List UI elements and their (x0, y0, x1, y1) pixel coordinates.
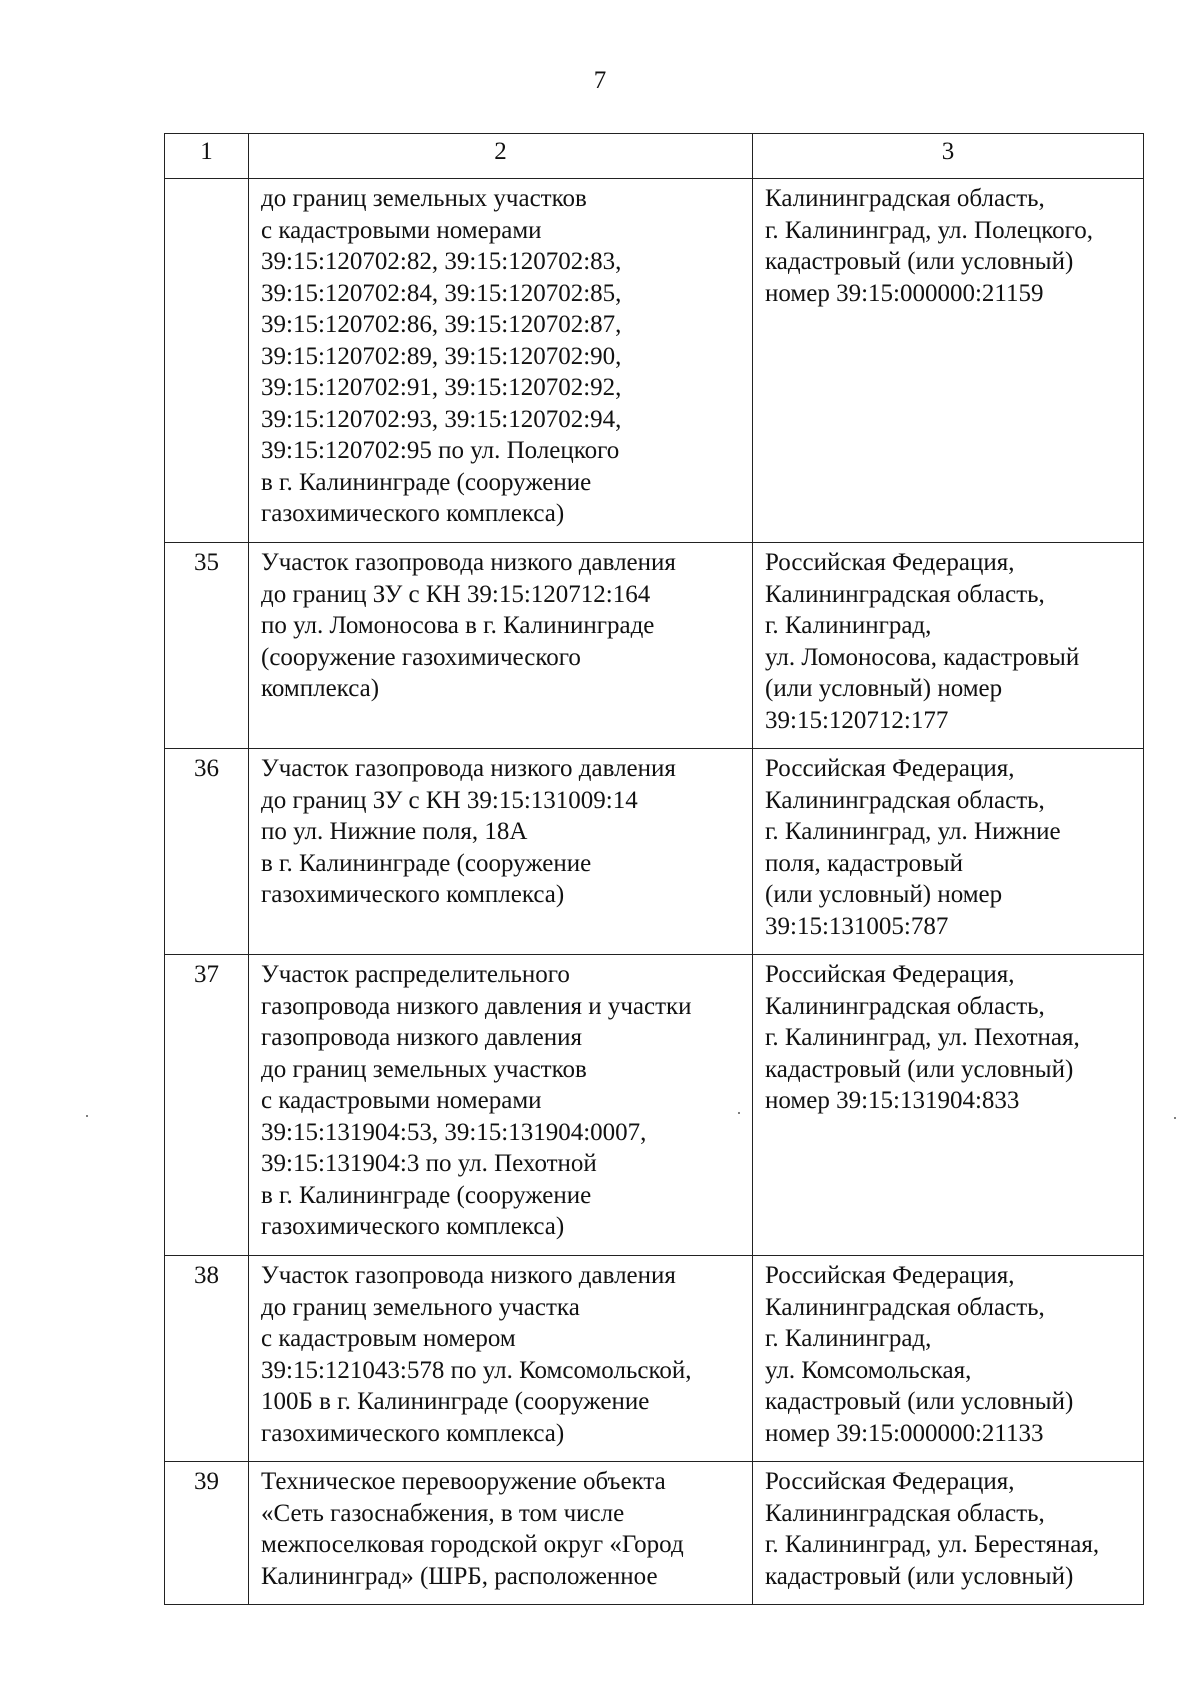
scan-speck (86, 1115, 88, 1117)
object-description: Участок распределительного газопровода низкого давления и участки газопровода низкого давления до границ земельных участков с кадастровыми номерами 39:15:131904:53, 39:15:131904:0007, 39:15:131904:3 по ул. Пехотной в г. Калининграде (сооружение газохимического комплекса) (249, 955, 753, 1256)
row-number: 36 (165, 749, 249, 955)
scan-speck (1174, 1117, 1176, 1119)
row-number: 39 (165, 1462, 249, 1605)
row-number: 38 (165, 1256, 249, 1462)
object-location: Российская Федерация, Калининградская область, г. Калининград, ул. Комсомольская, кадастровый (или условный) номер 39:15:000000:21133 (753, 1256, 1144, 1462)
table-row (165, 179, 1144, 543)
header-col-2: 2 (249, 134, 753, 179)
table-row (165, 1256, 1144, 1462)
objects-table (164, 133, 1144, 1605)
table-row (165, 749, 1144, 955)
object-location: Российская Федерация, Калининградская область, г. Калининград, ул. Ломоносова, кадастровый (или условный) номер 39:15:120712:177 (753, 543, 1144, 749)
object-location: Российская Федерация, Калининградская область, г. Калининград, ул. Берестяная, кадастровый (или условный) (753, 1462, 1144, 1605)
page-number: 7 (593, 67, 607, 94)
object-location: Российская Федерация, Калининградская область, г. Калининград, ул. Нижние поля, кадастровый (или условный) номер 39:15:131005:787 (753, 749, 1144, 955)
table-row (165, 955, 1144, 1256)
table-row (165, 1462, 1144, 1605)
object-description: Участок газопровода низкого давления до границ ЗУ с КН 39:15:120712:164 по ул. Ломоносова в г. Калининграде (сооружение газохимического комплекса) (249, 543, 753, 749)
object-location: Российская Федерация, Калининградская область, г. Калининград, ул. Пехотная, кадастровый (или условный) номер 39:15:131904:833 (753, 955, 1144, 1256)
table-header-row (165, 134, 1144, 179)
object-description: Участок газопровода низкого давления до границ ЗУ с КН 39:15:131009:14 по ул. Нижние поля, 18А в г. Калининграде (сооружение газохимического комплекса) (249, 749, 753, 955)
row-number (165, 179, 249, 543)
object-description: Техническое перевооружение объекта «Сеть газоснабжения, в том числе межпоселковая городской округ «Город Калининград» (ШРБ, расположенное (249, 1462, 753, 1605)
header-col-1: 1 (165, 134, 249, 179)
object-description: до границ земельных участков с кадастровыми номерами 39:15:120702:82, 39:15:120702:83, 39:15:120702:84, 39:15:120702:85, 39:15:120702:86, 39:15:120702:87, 39:15:120702:89, 39:15:120702:90, 39:15:120702:91, 39:15:120702:92, 39:15:120702:93, 39:15:120702:94, 39:15:120702:95 по ул. Полецкого в г. Калининграде (сооружение газохимического комплекса) (249, 179, 753, 543)
object-description: Участок газопровода низкого давления до границ земельного участка с кадастровым номером 39:15:121043:578 по ул. Комсомольской, 100Б в г. Калининграде (сооружение газохимического комплекса) (249, 1256, 753, 1462)
row-number: 37 (165, 955, 249, 1256)
row-number: 35 (165, 543, 249, 749)
header-col-3: 3 (753, 134, 1144, 179)
table-row (165, 543, 1144, 749)
object-location: Калининградская область, г. Калининград, ул. Полецкого, кадастровый (или условный) номер 39:15:000000:21159 (753, 179, 1144, 543)
scan-speck (738, 1112, 740, 1114)
